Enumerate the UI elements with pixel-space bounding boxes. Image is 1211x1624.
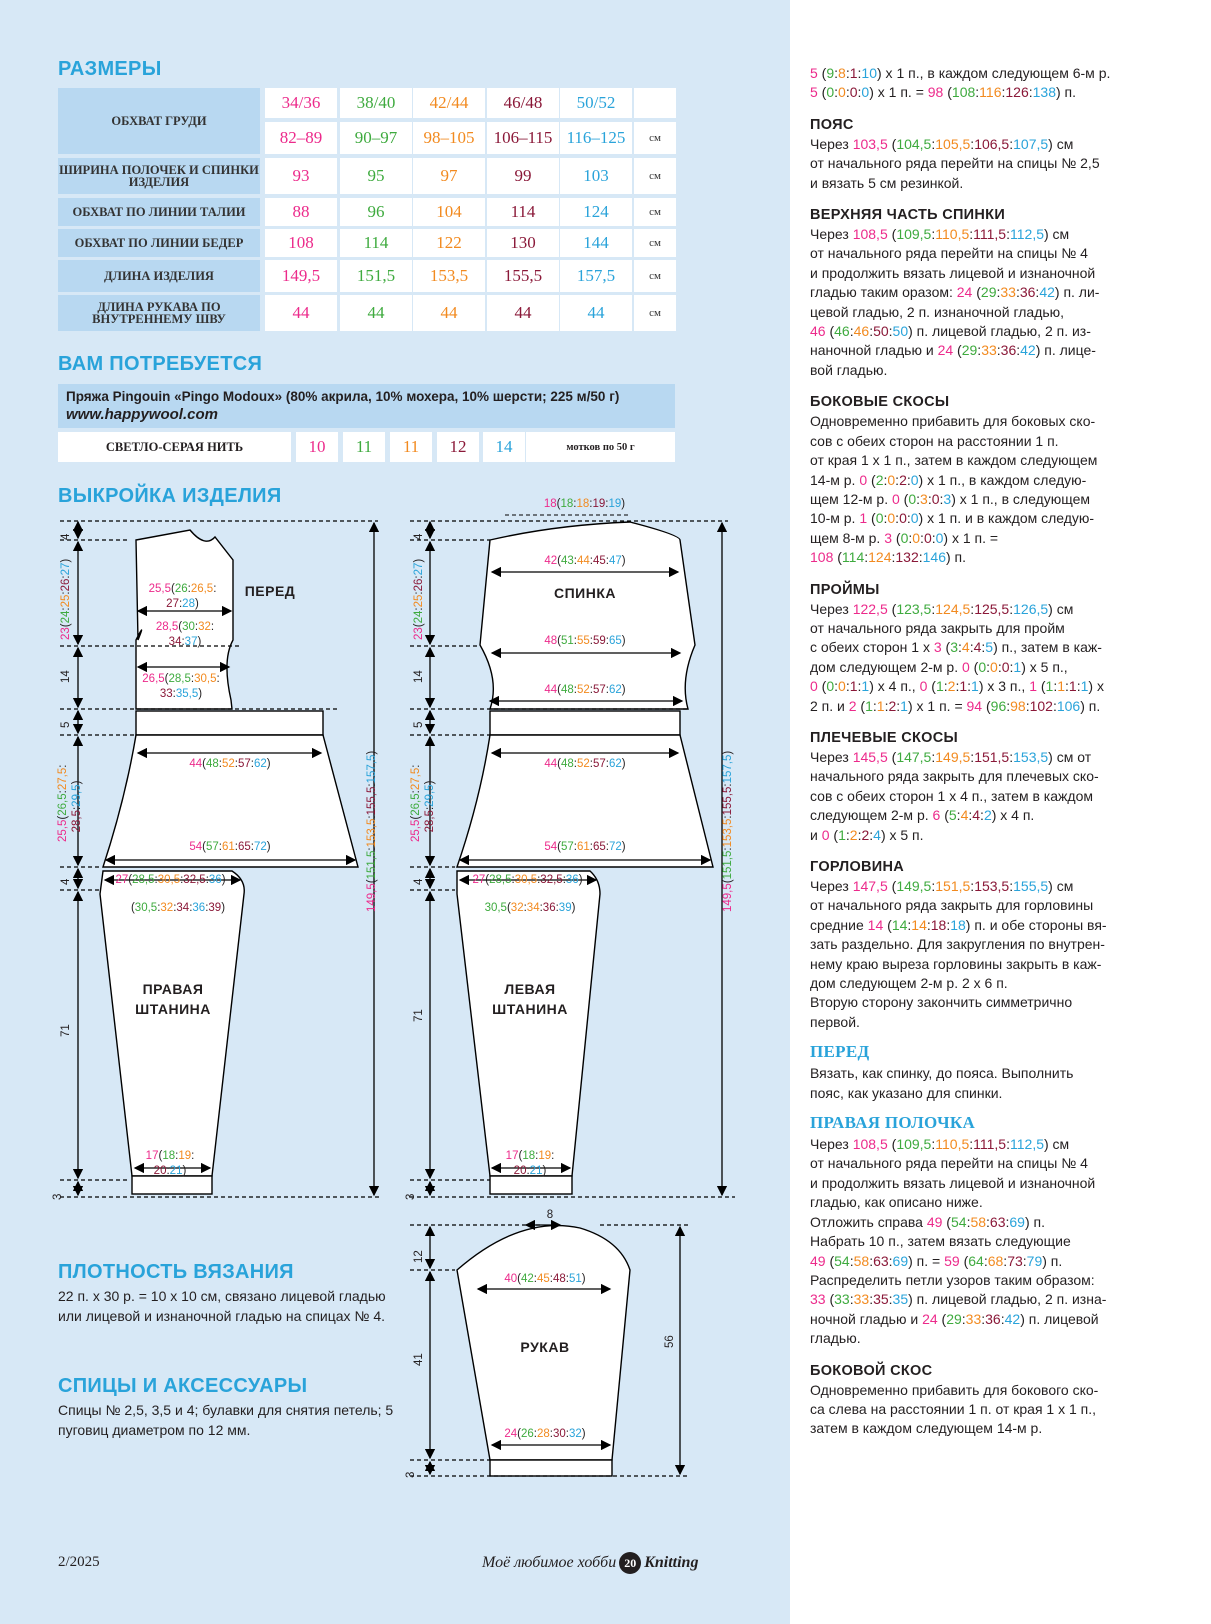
dim-front-chest: 28,5(30:32: 34:37) [155,621,215,648]
vdim-front-71: 71 [60,1024,72,1037]
size-value: 98–105 [413,122,485,154]
size-value: 103 [560,158,632,194]
dim-sleeve-cap: 8 [546,1209,554,1221]
instructions-text: 5 (9:8:1:10) х 1 п., в каждом следующем 6-м р. 5 (0:0:0:0) х 1 п. = 98 (108:116:126:138) п. ПОЯС Через 103,5 (104,5:105,5:106,5:107,5) см от начального ряда перейти на спицы № 2,5 и вязать 5 см резинкой. ВЕРХНЯЯ ЧАСТЬ СПИНКИ Через 108,5 (109,5:110,5:111,5:112,5) см от начального ряда перейти на спицы № 4 и продолжить вязать лицевой и изнаночной гладью таким оразом: 24 (29:33:36:42) п. ли- цевой гладью, 2 п. изнаночной гладью, 46 (46:46:50:50) п. лицевой гладью, 2 п. из- наночной гладью и 24 (29:33:36:42) п. лице- вой гладью. БОКОВЫЕ СКОСЫ Одновременно прибавить для боковых ско- сов с обеих сторон на расстоянии 1 п. от края 1 х 1 п., затем в каждом следующем 14-м р. 0 (2:0:2:0) х 1 п., в каждом следую- щем 12-м р. 0 (0:3:0:3) х 1 п., в следующем 10-м р. 1 (0:0:0:0) х 1 п. и в каждом следую- щем 8-м р. 3 (0:0:0:0) х 1 п. = 108 (114:124:132:146) п. ПРОЙМЫ Через 122,5 (123,5:124,5:125,5:126,5) см от начального ряда закрыть для пройм с обеих сторон 1 х 3 (3:4:4:5) п., затем в каж- дом следующем 2-м р. 0 (0:0:0:1) х 5 п., 0 (0:0:1:1) х 4 п., 0 (1:2:1:1) х 3 п., 1 (1:1:1:1) х 2 п. и 2 (1:1:2:1) х 1 п. = 94 (96:98:102:106) п. ПЛЕЧЕВЫЕ СКОСЫ Через 145,5 (147,5:149,5:151,5:153,5) см от начального ряда закрыть для плечевых ско- сов с обеих сторон 1 х 4 п., затем в каждом следующем 2-м р. 6 (5:4:4:2) х 4 п. и 0 (1:2:2:4) х 5 п. ГОРЛОВИНА Через 147,5 (149,5:151,5:153,5:155,5) см от начального ряда закрыть для горловины средние 14 (14:14:18:18) п. и обе стороны вя- зать раздельно. Для закругления по внутрен- нему краю выреза горловины закрыть в каж- дом следующем 2-м р. 2 х 6 п. Вторую сторону закончить симметрично первой. ПЕРЕД Вязать, как спинку, до пояса. Выполнить пояс, как указано для спинки. ПРАВАЯ ПОЛОЧКА Через 108,5 (109,5:110,5:111,5:112,5) см от начального ряда перейти на спицы № 4 и продолжить вязать лицевой и изнаночной гладью, как описано ниже. Отложить справа 49 (54:58:63:69) п. Набрать 10 п., затем вязать следующие 49 (54:58:63:69) п. = 59 (64:68:73:79) п. Распределить петли узоров таким образом: 33 (33:33:35:35) п. лицевой гладью, 2 п. изна- ночной гладью и 24 (29:33:36:42) п. лицевой гладью. БОКОВОЙ СКОС Одновременно прибавить для бокового ско- са слева на расстоянии 1 п. от края 1 х 1 п., затем в каждом следующем 14-м р. [810,65,1111,1437]
vdim-front-23: 23(24:25:26:27) [60,558,72,640]
dim-right-leg-bottom: 17(18:19: 20:21) [145,1150,195,1177]
size-value: 90–97 [340,122,412,154]
size-value: 104 [413,198,485,226]
vdim-front-14: 14 [60,670,72,683]
size-value: 106–115 [487,122,559,154]
front-waistband [136,711,323,735]
vdim-back-23: 23(24:25:26:27) [413,558,425,640]
size-value: 108 [265,229,337,257]
vdim-sleeve-56: 56 [664,1335,676,1348]
dim-back-neck: 18(18:18:19:19) [543,498,626,510]
dim-front-shoulder: 25,5(26:26,5: 27:28) [148,583,217,610]
size-unit: см [634,198,676,226]
right-leg-label: ПРАВАЯ ШТАНИНА [135,981,211,1017]
yarn-text: Пряжа Pingouin «Pingo Modoux» (80% акрила, 10% мохера, 10% шерсти; 225 м/50 г) [66,389,620,404]
vdim-front-5: 5 [60,721,72,728]
dim-left-leg-thigh: 30,5(32:34:36:39) [484,902,576,914]
sleeve-cuff [490,1460,612,1476]
dim-back-waist: 44(48:52:57:62) [544,684,626,696]
sleeve-label: РУКАВ [520,1339,570,1355]
needles-text: Спицы № 2,5, 3,5 и 4; булавки для снятия петель; 5 пуговиц диаметром по 12 мм. [58,1402,394,1438]
issue-number: 2/2025 [58,1554,100,1570]
vdim-back-total: 149,5(151,5:153,5:155,5:157,5) [722,750,734,912]
size-value: 153,5 [413,260,485,292]
size-value: 97 [413,158,485,194]
size-value: 122 [413,229,485,257]
vdim-sleeve-41: 41 [413,1353,425,1366]
vdim-front-4b: 4 [60,878,72,885]
needles-title: СПИЦЫ И АКСЕССУАРЫ [58,1375,308,1397]
size-value: 44 [340,295,412,331]
vdim-front-25: 25,5(26,5:27,5: 28,5:29,5) [57,764,83,842]
back-label: СПИНКА [553,585,616,601]
left-leg-label: ЛЕВАЯ ШТАНИНА [492,981,568,1017]
size-value: 82–89 [265,122,337,154]
size-value: 144 [560,229,632,257]
yarn-amount: 11 [343,432,385,462]
yarn-amount: 14 [483,432,525,462]
vdim-front-total: 149,5(151,5:153,5:155,5:157,5) [366,750,378,912]
size-row-label: ОБХВАТ ПО ЛИНИИ ТАЛИИ [58,198,260,226]
size-unit: см [634,295,676,331]
right-leg [100,871,244,1176]
size-value: 149,5 [265,260,337,292]
size-value: 155,5 [487,260,559,292]
vdim-back-71: 71 [413,1009,425,1022]
dim-front-waist: 26,5(28,5:30,5: 33:35,5) [142,673,220,700]
back-waistband [490,711,680,735]
size-value: 114 [487,198,559,226]
footer-brand: Моё любимое хобби 20 Knitting [482,1552,698,1574]
size-value: 114 [340,229,412,257]
size-value: 93 [265,158,337,194]
front-label: ПЕРЕД [244,583,296,599]
size-header: 46/48 [487,88,559,118]
vdim-sleeve-12: 12 [413,1250,425,1263]
size-value: 124 [560,198,632,226]
size-row-label: ШИРИНА ПОЛОЧЕК И СПИНКИ ИЗДЕЛИЯ [58,158,260,194]
vdim-back-3: 3 [405,1193,417,1200]
vdim-back-4b: 4 [413,878,425,885]
dim-front-peplum-top: 44(48:52:57:62) [189,758,271,770]
size-unit: см [634,122,676,154]
yarn-amount: 11 [390,432,432,462]
dim-right-leg-top: 27(28,5:30,5:32,5:36) [115,874,226,886]
vdim-back-14: 14 [413,670,425,683]
yarn-unit: мотков по 50 г [526,432,675,462]
vdim-back-4: 4 [413,533,425,540]
size-value: 96 [340,198,412,226]
dim-back-shoulder: 42(43:44:45:47) [544,555,626,567]
materials-title: ВАМ ПОТРЕБУЕТСЯ [58,353,263,375]
sizes-title: РАЗМЕРЫ [58,58,162,80]
size-value: 116–125 [560,122,632,154]
dim-back-peplum-top: 44(48:52:57:62) [544,758,626,770]
size-header: 38/40 [340,88,412,118]
size-value: 44 [413,295,485,331]
size-value: 99 [487,158,559,194]
dim-sleeve-bottom: 24(26:28:30:32) [504,1428,586,1440]
size-unit: см [634,229,676,257]
dim-right-leg-thigh: (30,5:32:34:36:39) [130,902,226,914]
size-row-label: ДЛИНА ИЗДЕЛИЯ [58,260,260,292]
size-unit: см [634,260,676,292]
vdim-front-3: 3 [52,1193,64,1200]
size-value: 44 [560,295,632,331]
dim-sleeve-top: 40(42:45:48:51) [504,1273,586,1285]
yarn-amount: 10 [296,432,338,462]
vdim-back-25: 25,5(26,5:27,5: 28,5:29,5) [410,764,436,842]
size-unit: см [634,158,676,194]
size-value: 95 [340,158,412,194]
size-value: 130 [487,229,559,257]
vdim-back-5: 5 [413,721,425,728]
gauge-title: ПЛОТНОСТЬ ВЯЗАНИЯ [58,1261,294,1283]
size-header: 34/36 [265,88,337,118]
size-header: 42/44 [413,88,485,118]
vdim-sleeve-3: 3 [405,1471,417,1478]
back-bodice [480,522,695,709]
instructions-column [790,0,1211,1624]
dim-front-peplum-bottom: 54(57:61:65:72) [189,841,271,853]
size-value: 157,5 [560,260,632,292]
pattern-title: ВЫКРОЙКА ИЗДЕЛИЯ [58,485,282,507]
gauge-text: 22 п. х 30 р. = 10 х 10 см, связано лицевой гладью или лицевой и изнаночной гладью на спицах № 4. [58,1288,386,1324]
size-header: 50/52 [560,88,632,118]
size-row-label: ОБХВАТ ГРУДИ [58,88,260,154]
size-value: 151,5 [340,260,412,292]
dim-left-leg-bottom: 17(18:19: 20:21) [505,1150,555,1177]
size-row-label: ДЛИНА РУКАВА ПО ВНУТРЕННЕМУ ШВУ [58,295,260,331]
page-number: 20 [619,1552,641,1574]
size-row-label: ОБХВАТ ПО ЛИНИИ БЕДЕР [58,229,260,257]
dim-left-leg-top: 27(28,5:30,5:32,5:36) [472,874,583,886]
yarn-site: www.happywool.com [66,406,218,423]
dim-back-peplum-bottom: 54(57:61:65:72) [544,841,626,853]
vdim-front-4: 4 [60,533,72,540]
yarn-color-label: СВЕТЛО-СЕРАЯ НИТЬ [58,432,291,462]
size-value: 44 [265,295,337,331]
dim-back-chest: 48(51:55:59:65) [544,635,626,647]
left-leg [457,871,600,1176]
size-value: 88 [265,198,337,226]
yarn-amount: 12 [437,432,479,462]
size-value: 44 [487,295,559,331]
